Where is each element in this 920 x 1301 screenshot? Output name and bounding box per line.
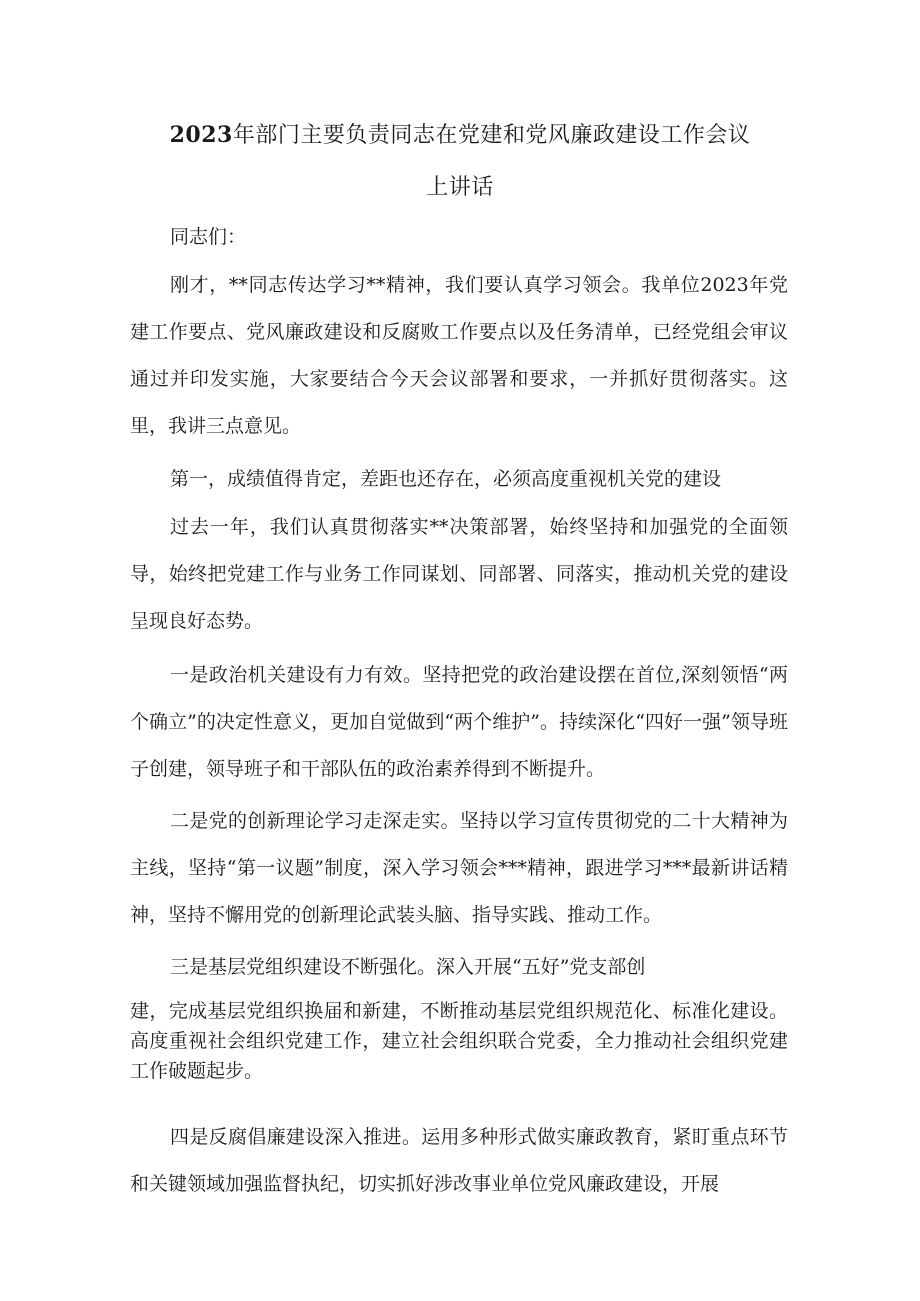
paragraph-grassroots-heading: 三是基层党组织建设不断强化。深入开展“五好”党支部创 [170,956,646,978]
paragraph-past-year: 过去一年，我们认真贯彻落实**决策部署，始终坚持和加强党的全面领导，始终把党建工作与业务工作同谋划、同部署、同落实，推动机关党的建设呈现良好态势。 [130,516,788,632]
title-text: 年部门主要负责同志在党建和党风廉政建设工作会议 [232,123,751,148]
paragraph-grassroots-body: 建，完成基层党组织换届和新建，不断推动基层党组织规范化、标准化建设。高度重视社会组织党建工作，建立社会组织联合党委，全力推动社会组织党建工作破题起步。 [130,1000,788,1082]
paragraph-anti-corruption: 四是反腐倡廉建设深入推进。运用多种形式做实廉政教育，紧盯重点环节和关键领域加强监督执纪，切实抓好涉改事业单位党风廉政建设，开展 [130,1126,788,1195]
document-title [0,118,920,149]
title-year: 2023 [169,122,233,148]
salutation: 同志们： [170,226,247,248]
section-heading-first: 第一，成绩值得肯定，差距也还存在，必须高度重视机关党的建设 [170,468,722,490]
paragraph-political-building: 一是政治机关建设有力有效。坚持把党的政治建设摆在首位,深刻领悟“两个确立”的决定性意义，更加自觉做到“两个维护”。持续深化“四好一强”领导班子创建，领导班子和干部队伍的政治素养得到不断提升。 [130,664,788,780]
paragraph-theory-study: 二是党的创新理论学习走深走实。坚持以学习宣传贯彻党的二十大精神为主线，坚持“第一议题”制度，深入学习领会***精神，跟进学习***最新讲话精神，坚持不懈用党的创新理论武装头脑、指导实践、推动工作。 [130,810,788,926]
document-title-line2: 上讲话 [426,175,494,200]
paragraph-opening: 刚才，**同志传达学习**精神，我们要认真学习领会。我单位2023年党建工作要点、党风廉政建设和反腐败工作要点以及任务清单，已经党组会审议通过并印发实施，大家要结合今天会议部署和要求，一并抓好贯彻落实。这里，我讲三点意见。 [130,274,788,437]
